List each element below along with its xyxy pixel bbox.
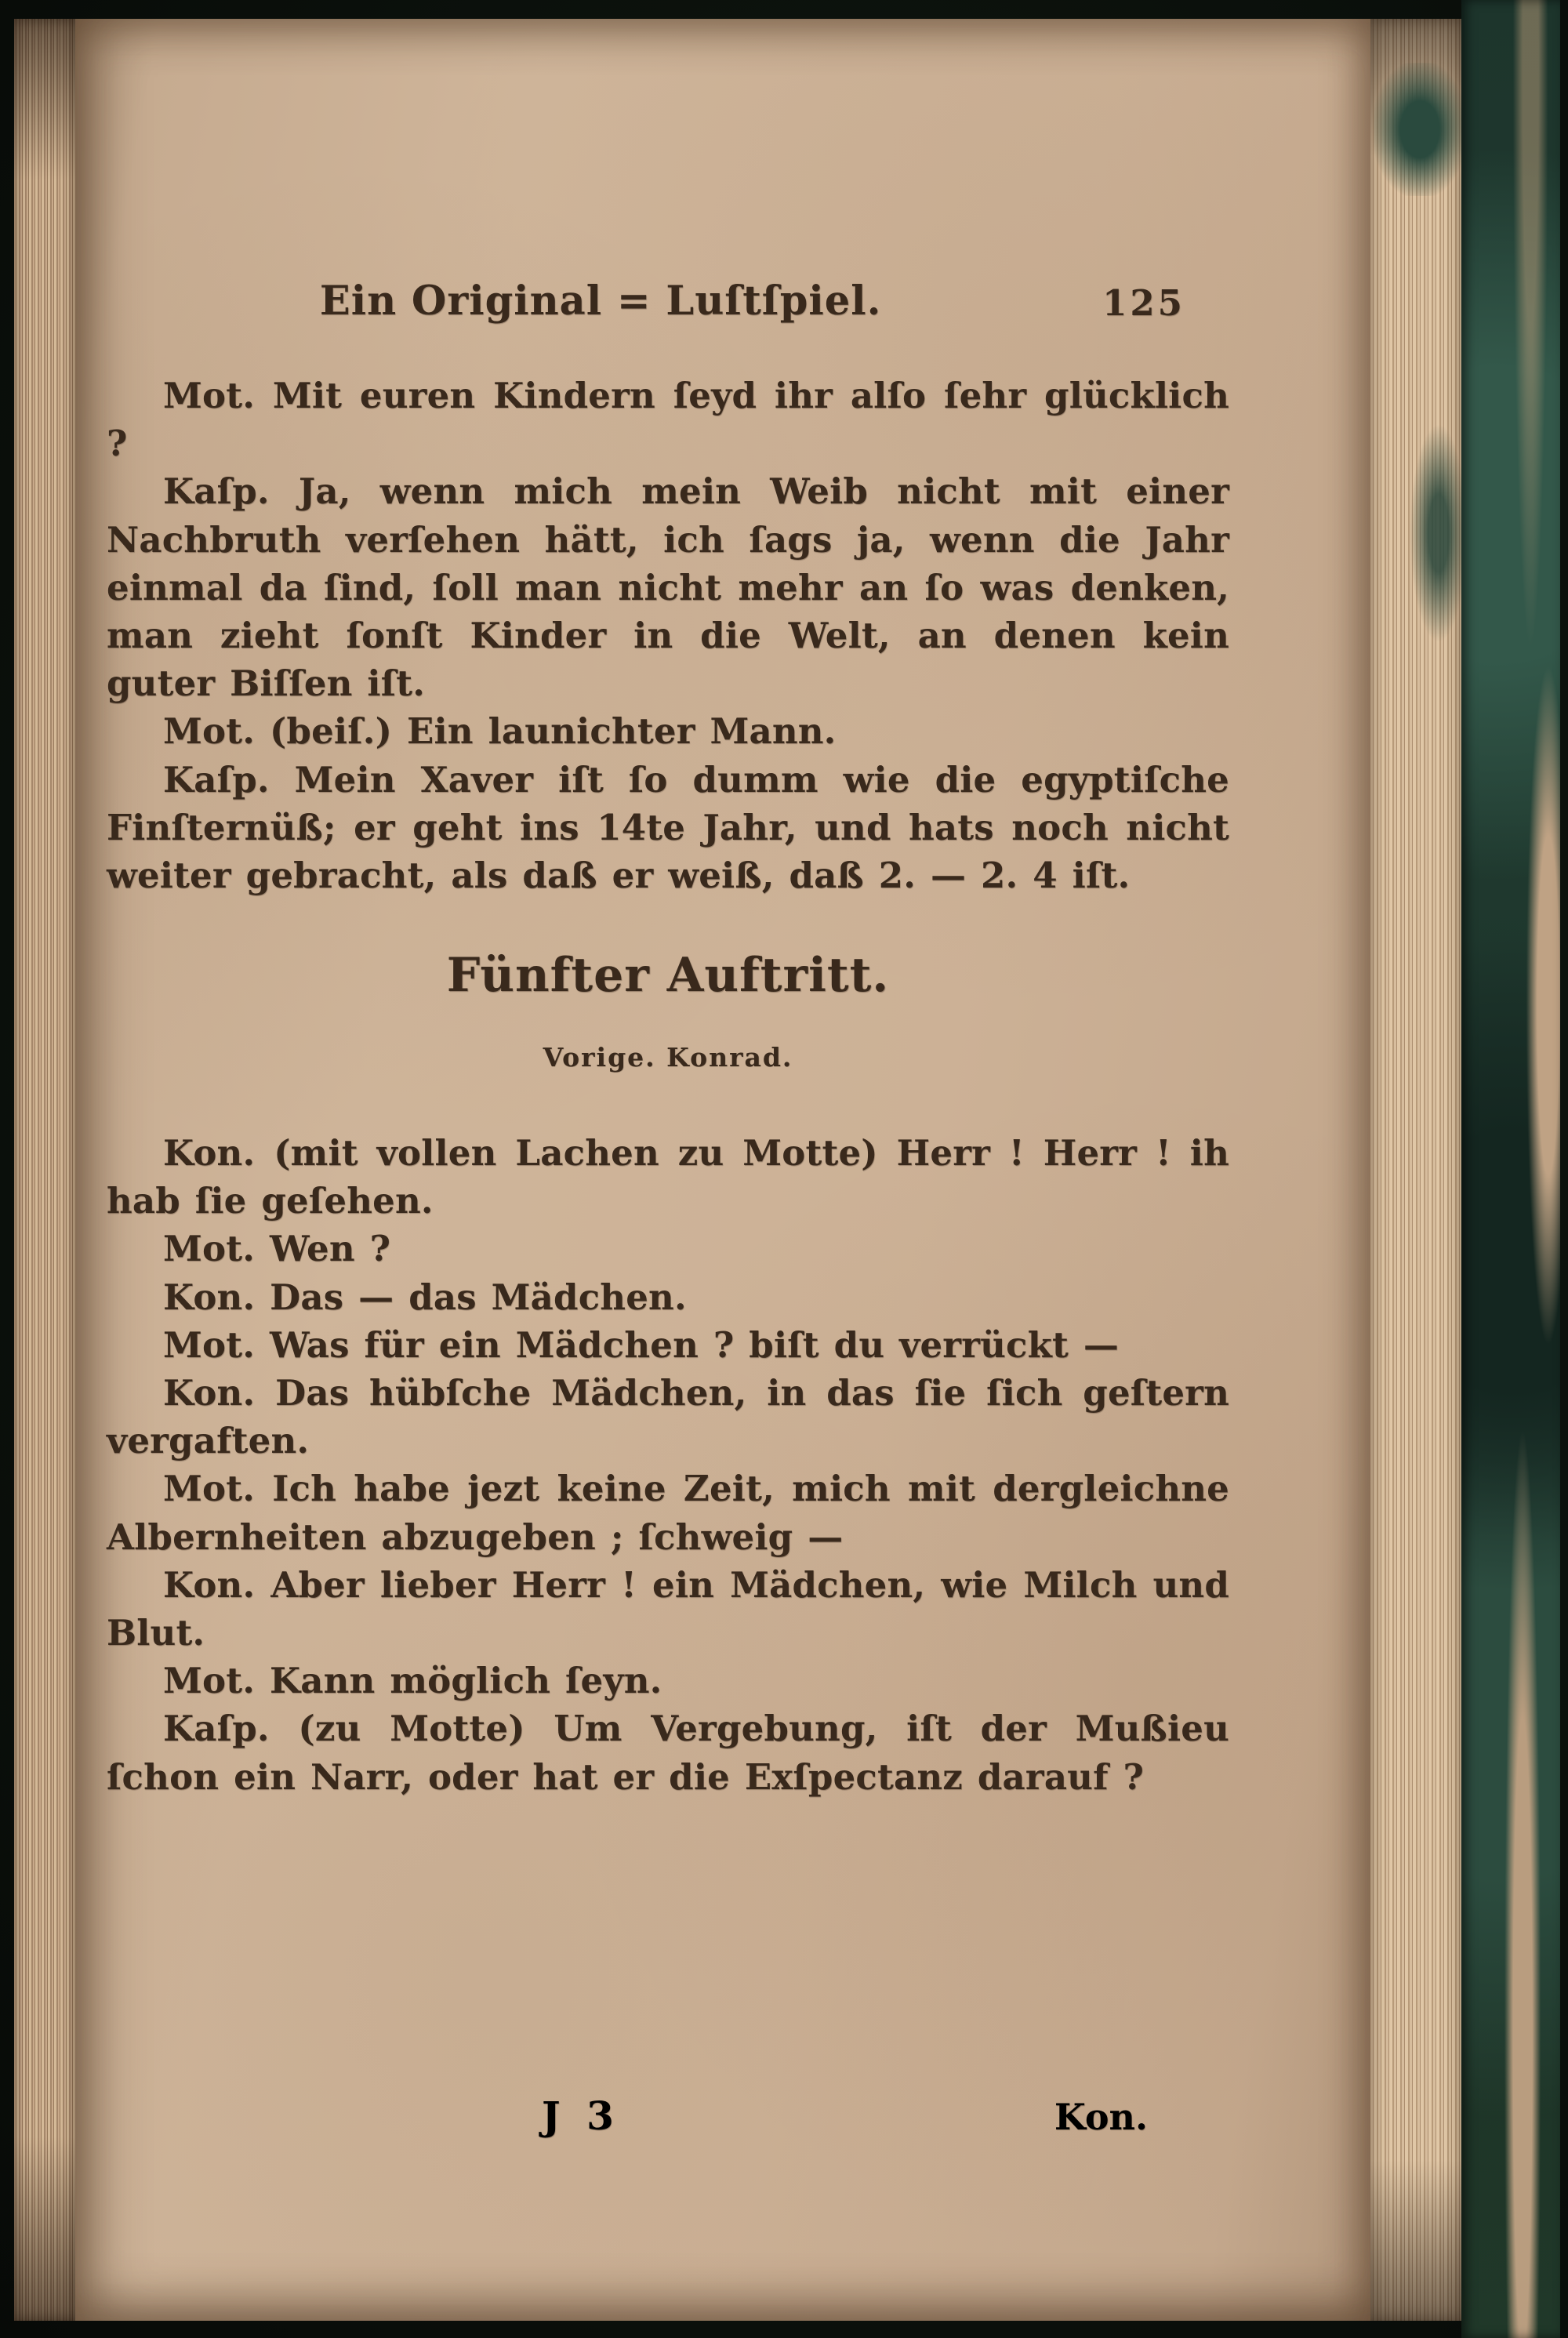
running-header [107,278,1229,329]
dialog-line: Kaſp. (zu Motte) Um Vergebung, iſt der Mußieu ſchon ein Narr, oder hat er die Exſpectanz darauf ? [107,1708,1229,1798]
dialog-line: Mot. Wen ? [163,1228,391,1270]
worn-edge-patch [1410,423,1468,643]
dialog-line: Kaſp. Ja, wenn mich mein Weib nicht mit einer Nachbruth verſehen hätt, ich ſags ja, wenn die Jahr einmal da ſind, ſoll man nicht mehr an ſo was denken, man zieht ſonſt Kinder in die Welt, an denen kein guter Biſſen iſt. [107,470,1229,705]
dialog-line: Mot. Ich habe jezt keine Zeit, mich mit dergleichne Albernheiten abzugeben ; ſchweig — [107,1468,1229,1558]
catchword: Kon. [1054,2096,1148,2138]
book-page [75,19,1370,2321]
dialog-line: Kon. Das — das Mädchen. [163,1276,687,1318]
page-footer [107,2093,1229,2155]
dialog-line: Mot. Mit euren Kindern ſeyd ihr alſo ſehr glücklich ? [107,375,1229,465]
marbled-cover-edge [1461,0,1560,2338]
worn-corner-patch [1374,63,1466,196]
dialog-line: Kon. Das hübſche Mädchen, in das ſie ſich geſtern vergaften. [107,1372,1229,1462]
dialog-line: Mot. Kann möglich ſeyn. [163,1660,662,1702]
dialog-line: Mot. Was für ein Mädchen ? biſt du verrückt — [163,1323,1120,1366]
dialog-line: Mot. (beiſ.) Ein launichter Mann. [163,710,837,753]
page-number: 125 [1102,282,1185,324]
scene-heading: Fünfter Auftritt. [446,948,890,1004]
page-content [107,278,1229,1801]
running-title: Ein Original = Luſtſpiel. [319,278,882,325]
dialog-line: Kon. Aber lieber Herr ! ein Mädchen, wie Milch und Blut. [107,1563,1229,1654]
dialog-line: Kon. (mit vollen Lachen zu Motte) Herr ! Herr ! ih hab ſie geſehen. [107,1132,1229,1222]
dialog-line: Kaſp. Mein Xaver iſt ſo dumm wie die egyptiſche Finſternüß; er geht ins 14te Jahr, und hats noch nicht weiter gebracht, als daß er weiß, daß 2. — 2. 4 iſt. [107,758,1229,896]
right-page-edges [1370,19,1461,2321]
left-page-edges [14,19,75,2321]
scene-cast-list: Vorige. Konrad. [543,1042,793,1073]
gathering-signature: J 3 [542,2093,620,2139]
